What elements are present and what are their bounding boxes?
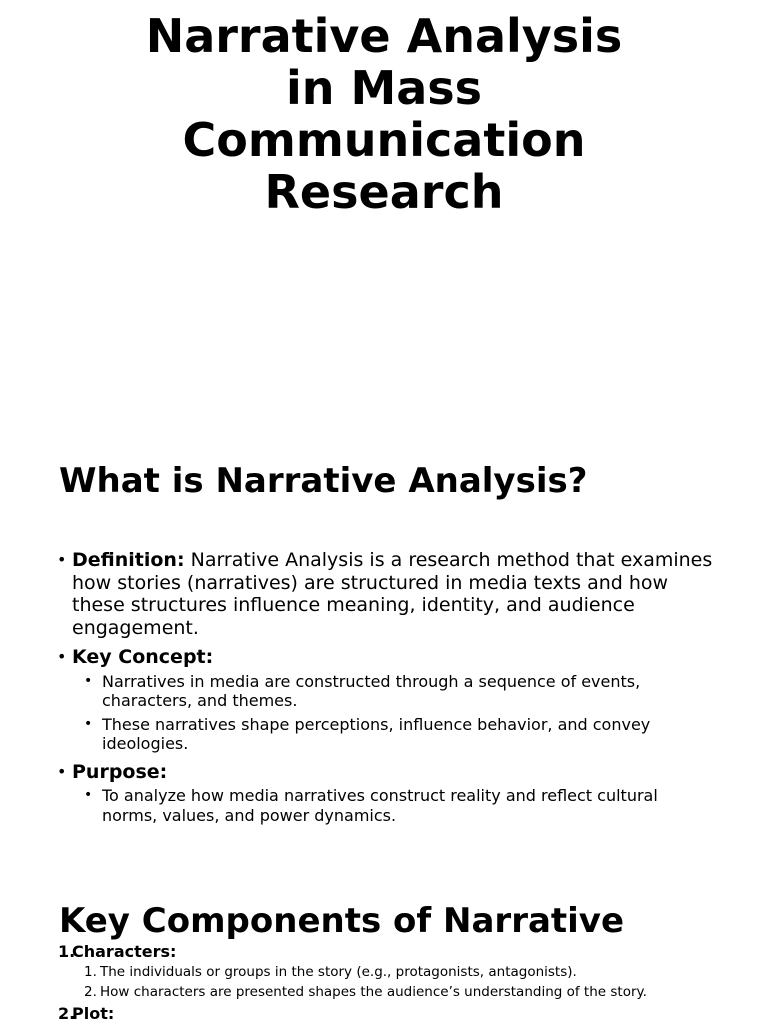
bullet-purpose bbox=[56, 761, 716, 826]
bullet-label: Purpose: bbox=[72, 760, 168, 783]
section-heading-key-components: Key Components of Narrative bbox=[59, 901, 625, 941]
bullet-text: Narrative Analysis is a research method that examines how stories (narratives) are structured in media texts and how these structures influence meaning, identity, and audience engagement. bbox=[72, 549, 713, 639]
title-line: Communication bbox=[182, 113, 586, 167]
sub-item-number: 1. bbox=[84, 964, 97, 980]
sub-bullet-list bbox=[72, 672, 716, 754]
sub-numbered-item bbox=[72, 982, 738, 1002]
definition-bullet-list bbox=[56, 549, 716, 832]
title-line: Research bbox=[264, 165, 504, 219]
item-number: 1. bbox=[58, 942, 76, 961]
sub-item-number: 2. bbox=[84, 984, 97, 1000]
item-number: 2. bbox=[58, 1004, 76, 1023]
sub-item-text: How characters are presented shapes the audience’s understanding of the story. bbox=[100, 984, 647, 1000]
item-label: Plot: bbox=[72, 1004, 115, 1023]
numbered-item-characters bbox=[58, 942, 738, 1002]
sub-bullet-list bbox=[72, 786, 716, 825]
sub-bullet: • These narratives shape perceptions, influence behavior, and convey ideologies. bbox=[72, 715, 716, 754]
item-label: Characters: bbox=[72, 942, 177, 961]
bullet-key-concept bbox=[56, 646, 716, 754]
bullet-label: Definition: bbox=[72, 549, 185, 571]
sub-bullet: • Narratives in media are constructed through a sequence of events, characters, and themes. bbox=[72, 672, 716, 711]
title-line: Narrative Analysis bbox=[145, 9, 623, 63]
bullet-label: Key Concept: bbox=[72, 646, 214, 668]
sub-bullet: • To analyze how media narratives construct reality and reflect cultural norms, values, and power dynamics. bbox=[72, 786, 716, 825]
section-heading-what-is: What is Narrative Analysis? bbox=[59, 461, 588, 501]
sub-item-text: The individuals or groups in the story (e.g., protagonists, antagonists). bbox=[100, 964, 577, 980]
title-line: in Mass bbox=[285, 61, 483, 115]
sub-numbered-list bbox=[72, 962, 738, 1002]
numbered-item-plot bbox=[58, 1004, 738, 1024]
sub-numbered-item bbox=[72, 962, 738, 982]
components-numbered-list bbox=[58, 942, 738, 1024]
page-title bbox=[0, 10, 768, 218]
bullet-definition bbox=[56, 549, 716, 639]
